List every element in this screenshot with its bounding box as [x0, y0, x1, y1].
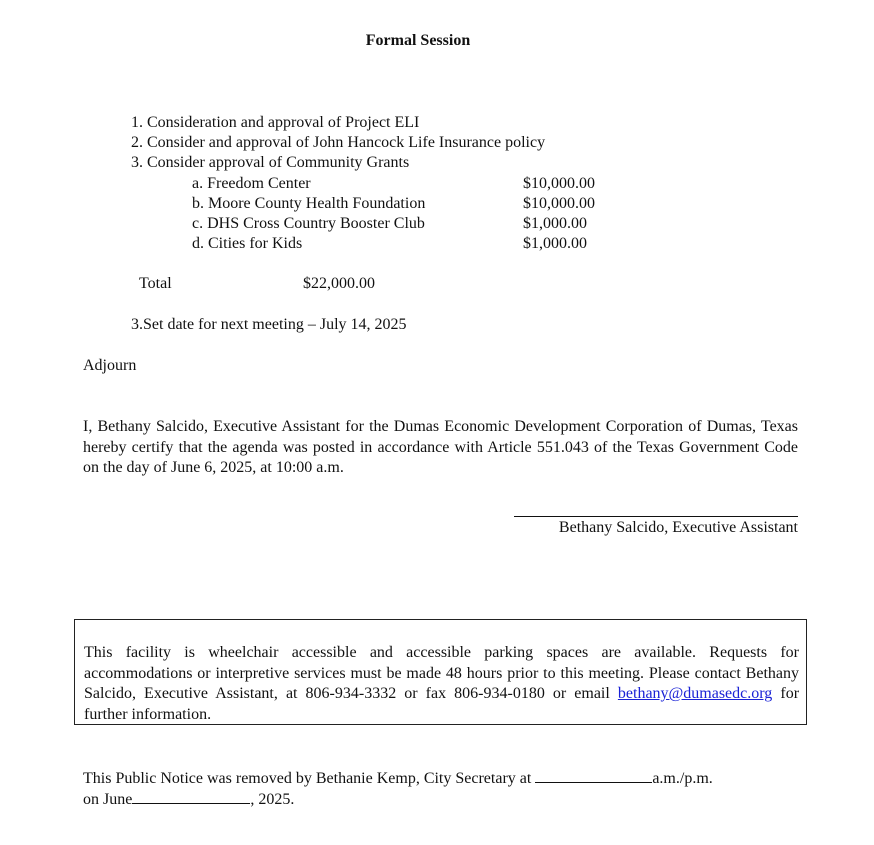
date-blank: [132, 789, 250, 804]
agenda-item-1: 1. Consideration and approval of Project ELI: [131, 114, 420, 131]
grant-label: a. Freedom Center: [192, 175, 311, 192]
agenda-item-3: 3. Consider approval of Community Grants: [131, 154, 410, 171]
signature-name: Bethany Salcido, Executive Assistant: [558, 519, 798, 536]
grant-label: d. Cities for Kids: [192, 235, 303, 252]
next-meeting-item: 3.Set date for next meeting – July 14, 2025: [131, 316, 407, 333]
removal-text: This Public Notice was removed by Bethanie Kemp, City Secretary at: [83, 770, 532, 787]
signature-line: [514, 516, 798, 517]
notice-body: This facility is wheelchair accessible and accessible parking spaces are available. Requests for accommodations or interpretive services must be made 48 hours prior to this meeting. Please contact Bethany Salcido, Executive Assistant, at 806-934-3332 or fax 806-934-0180 or email: [84, 644, 799, 702]
time-blank: [535, 768, 652, 783]
email-link[interactable]: bethany@dumasedc.org: [617, 685, 773, 702]
notice-suffix: for further information.: [84, 685, 800, 723]
grant-amount: $1,000.00: [523, 235, 587, 252]
grant-label: b. Moore County Health Foundation: [192, 195, 426, 212]
adjourn-label: Adjourn: [83, 357, 137, 374]
session-heading: Formal Session: [365, 32, 471, 49]
date-suffix: , 2025.: [250, 791, 295, 808]
grant-amount: $10,000.00: [523, 175, 595, 192]
accessibility-notice-box: [74, 619, 807, 725]
agenda-item-2: 2. Consider and approval of John Hancock Life Insurance policy: [131, 134, 546, 151]
total-amount: $22,000.00: [303, 275, 375, 292]
removal-line-2: [83, 789, 294, 810]
time-suffix: a.m./p.m.: [652, 770, 713, 787]
grant-label: c. DHS Cross Country Booster Club: [192, 215, 425, 232]
grant-amount: $10,000.00: [523, 195, 595, 212]
removal-line-1: [83, 768, 713, 789]
certification-paragraph: I, Bethany Salcido, Executive Assistant for the Dumas Economic Development Corporation of Dumas, Texas hereby certify that the agenda was posted in accordance with Article 551.043 of the Texas Government Code on the day of June 6, 2025, at 10:00 a.m.: [83, 418, 798, 476]
total-label: Total: [139, 275, 172, 292]
date-prefix: on June: [83, 791, 133, 808]
accessibility-notice-text: [84, 643, 799, 725]
grant-amount: $1,000.00: [523, 215, 587, 232]
